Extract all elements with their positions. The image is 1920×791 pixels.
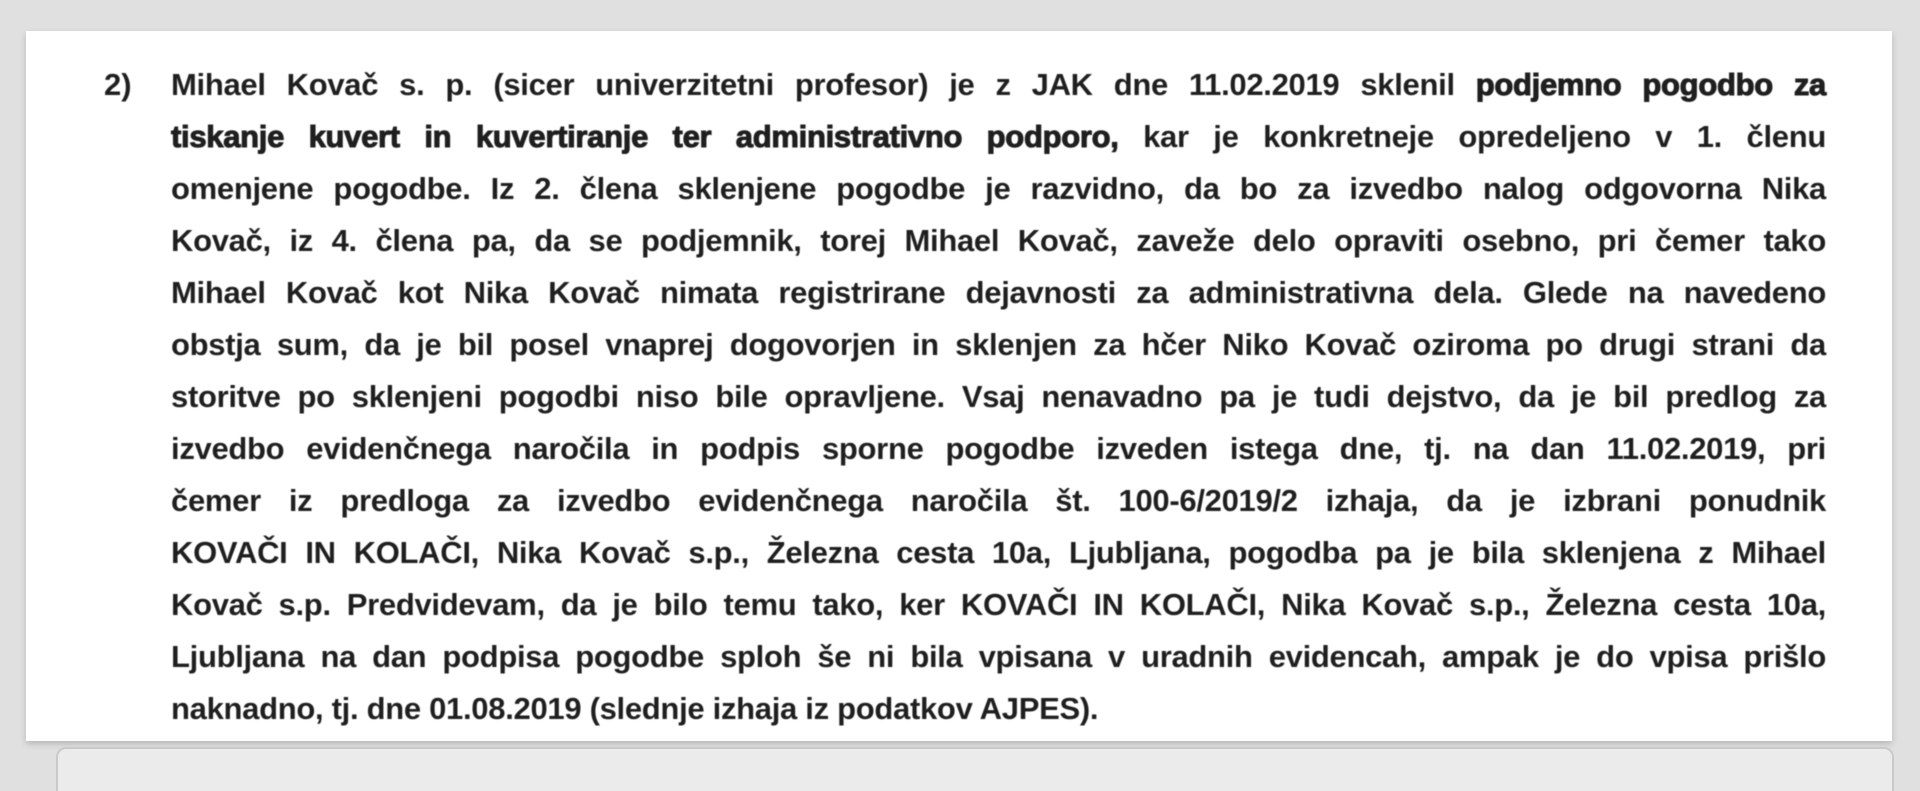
text-run: Ljubljana na dan podpisa pogodbe sploh še ni bila vpisana v uradnih evidencah, ampak je do vpisa prišlo [171, 639, 1826, 674]
text-run: tiskanje kuvert in kuvertiranje ter administrativno podporo, [171, 119, 1119, 154]
document-sheet [26, 31, 1892, 741]
next-panel [56, 747, 1894, 791]
paragraph-number: 2) [104, 67, 132, 102]
text-line [171, 215, 1826, 267]
text-run: Kovač s.p. Predvidevam, da je bilo temu tako, ker KOVAČI IN KOLAČI, Nika Kovač s.p., Železna cesta 10a, [171, 587, 1826, 622]
text-line [171, 423, 1826, 475]
text-run: Mihael Kovač kot Nika Kovač nimata registrirane dejavnosti za administrativna dela. Glede na navedeno [171, 275, 1826, 310]
text-run: omenjene pogodbe. Iz 2. člena sklenjene pogodbe je razvidno, da bo za izvedbo nalog odgovorna Nika [171, 171, 1826, 206]
text-line [171, 163, 1826, 215]
text-run: kar je konkretneje opredeljeno v 1. členu [1118, 119, 1826, 154]
paragraph [171, 59, 1826, 735]
text-run: izvedbo evidenčnega naročila in podpis sporne pogodbe izveden istega dne, tj. na dan 11.02.2019, pri [171, 431, 1826, 466]
text-line [171, 371, 1826, 423]
text-run: obstja sum, da je bil posel vnaprej dogovorjen in sklenjen za hčer Niko Kovač oziroma po drugi strani da [171, 327, 1826, 362]
text-line [171, 59, 1826, 111]
text-line [171, 475, 1826, 527]
text-line [171, 267, 1826, 319]
text-run: čemer iz predloga za izvedbo evidenčnega naročila št. 100-6/2019/2 izhaja, da je izbrani ponudnik [171, 483, 1826, 518]
text-line [171, 111, 1826, 163]
text-line [171, 683, 1826, 735]
text-run: KOVAČI IN KOLAČI, Nika Kovač s.p., Železna cesta 10a, Ljubljana, pogodba pa je bila sklenjena z Mihael [171, 535, 1826, 570]
text-line [171, 579, 1826, 631]
text-run: Kovač, iz 4. člena pa, da se podjemnik, torej Mihael Kovač, zaveže delo opraviti osebno, pri čemer tako [171, 223, 1826, 258]
text-run: storitve po sklenjeni pogodbi niso bile opravljene. Vsaj nenavadno pa je tudi dejstvo, da je bil predlog za [171, 379, 1826, 414]
text-line [171, 319, 1826, 371]
text-line [171, 631, 1826, 683]
text-line [171, 527, 1826, 579]
text-run: naknadno, tj. dne 01.08.2019 (slednje izhaja iz podatkov AJPES). [171, 691, 1099, 726]
text-run: Mihael Kovač s. p. (sicer univerzitetni profesor) je z JAK dne 11.02.2019 sklenil [171, 67, 1476, 102]
text-run: podjemno pogodbo za [1475, 67, 1826, 102]
